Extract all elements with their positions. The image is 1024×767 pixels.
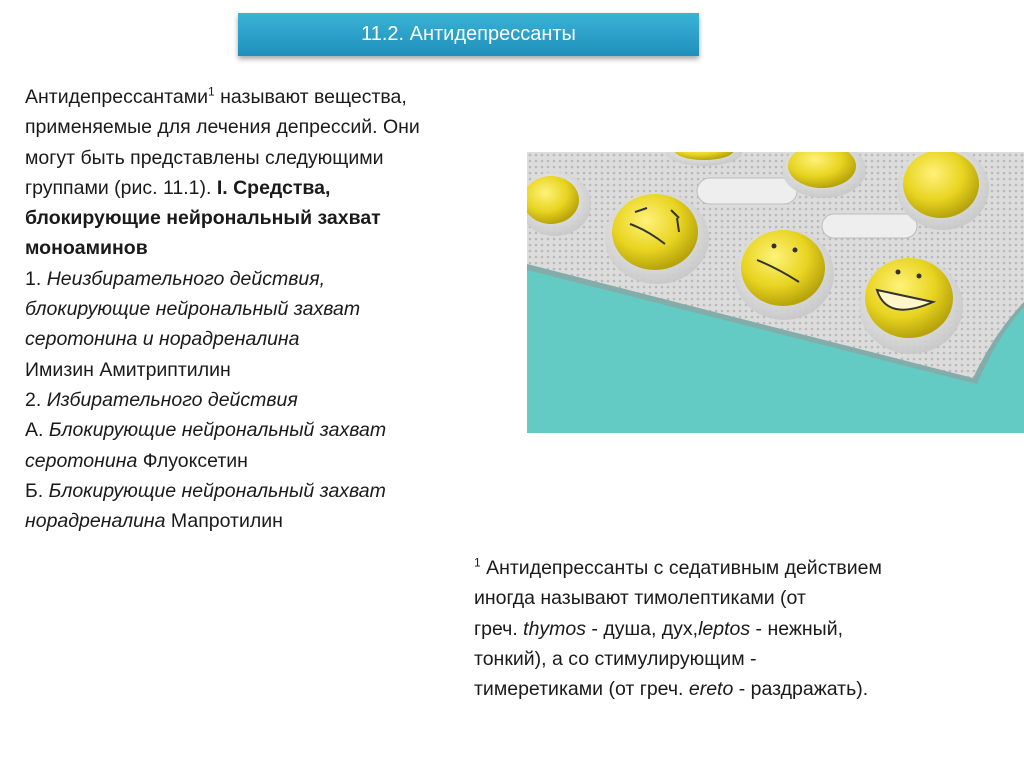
footnote-line-5 [474,674,994,704]
pill-neutral-face [734,228,834,320]
item-b-line-2 [25,506,515,536]
section-heading-part-3: моноаминов [25,237,148,260]
intro-line-4-plain: группами (рис. 11.1). [25,176,217,199]
item-b-line-1 [25,476,515,506]
intro-line-4 [25,173,515,203]
intro-term: Антидепрессантами [25,86,209,108]
item-a-title: Блокирующие нейрональный захват [48,419,387,442]
footnote-line-1 [474,553,994,583]
item-b-title: Блокирующие нейрональный захват [48,479,386,502]
pill-sad-face [605,192,709,284]
intro-rest: называют вещества, [214,86,407,108]
item-2-number: 2. [25,388,47,411]
footnote-line-3-b: - душа, дух, [586,617,699,640]
footnote-line-3 [474,614,994,644]
item-2-title: Избирательного действия [46,388,298,411]
footnote-ref: 1 [208,84,215,99]
footnote-line-5-a: тимеретиками (от греч. [474,678,689,701]
slide-title-bar [238,13,699,56]
term-leptos: leptos [698,617,751,640]
section-heading-part-1: I. Средства, [216,176,331,199]
item-a-prefix: А. [25,419,49,442]
footnote-marker: 1 [474,555,481,570]
item-1-line-1 [25,264,515,294]
main-text-block [25,82,515,536]
footnote-line-4: тонкий), а со стимулирующим - [474,647,757,670]
item-1-drugs: Имизин Амитриптилин [25,358,231,381]
pill-happy-face [859,258,963,354]
footnote-block [474,553,994,704]
item-a-line-2 [25,446,515,476]
footnote-line-5-b: - раздражать). [733,678,869,701]
item-a-target: серотонина [25,449,138,472]
section-heading-part-2: блокирующие нейрональный захват [25,207,381,230]
item-1-title: Неизбирательного действия, [46,267,326,290]
footnote-line-3-c: - нежный, [750,617,844,640]
item-b-target: норадреналина [25,510,166,533]
intro-line-1 [25,82,515,112]
intro-line-2: применяемые для лечения депрессий. Они [25,116,420,139]
item-2-line [25,385,515,415]
smiley-pills-photo [527,152,1024,433]
footnote-line-2: иногда называют тимолептиками (от [474,587,806,610]
item-1-line-3: серотонина и норадреналина [25,328,300,351]
item-1-line-2: блокирующие нейрональный захват [25,298,361,321]
term-thymos: thymos [523,617,587,640]
item-a-drug: Флуоксетин [137,449,248,472]
slide-title: 11.2. Антидепрессанты [361,23,576,45]
item-b-prefix: Б. [25,479,49,502]
term-ereto: ereto [688,678,734,701]
footnote-line-1-text: Антидепрессанты с седативным действием [480,557,882,579]
item-a-line-1 [25,415,515,445]
intro-line-3: могут быть представлены следующими [25,146,384,169]
item-b-drug: Мапротилин [165,510,283,533]
footnote-line-3-a: греч. [474,617,524,640]
item-1-number: 1. [25,267,47,290]
